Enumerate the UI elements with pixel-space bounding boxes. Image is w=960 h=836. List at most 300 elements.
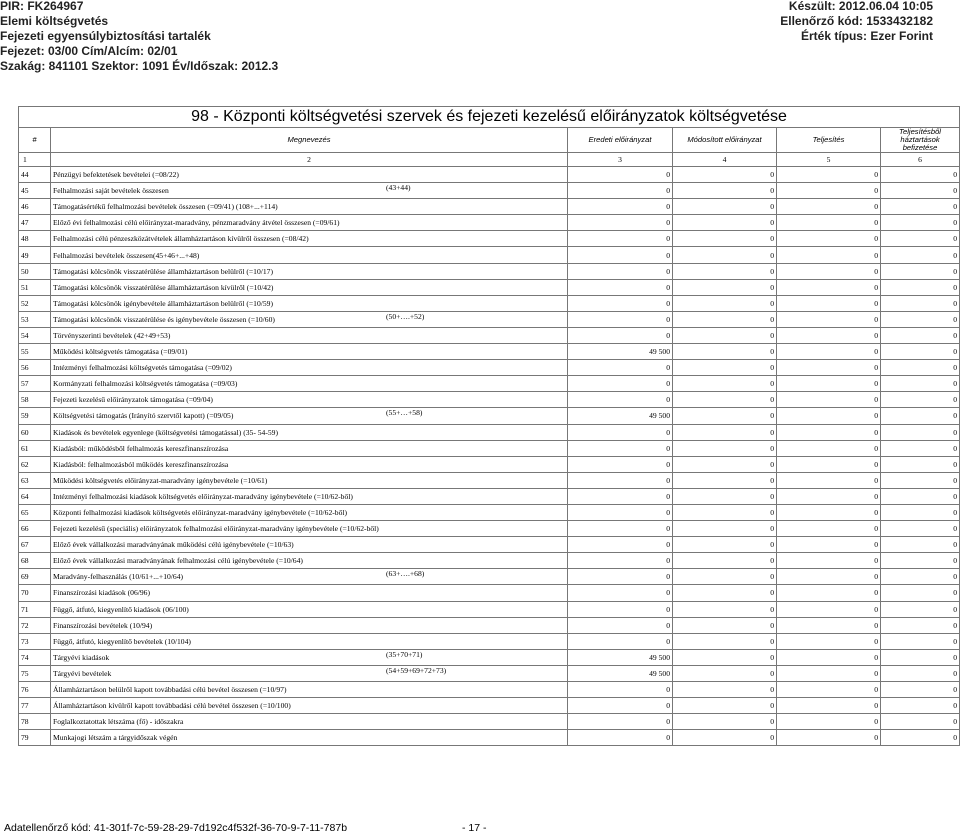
value-cell: 0 [881,585,960,601]
value-cell: 0 [881,247,960,263]
value-cell: 0 [673,601,777,617]
value-cell: 0 [673,311,777,327]
row-name-cell [51,424,568,440]
column-header-original: Eredeti előirányzat [568,128,673,153]
row-name-cell [51,472,568,488]
row-name: Intézményi felhalmozási költségvetés támogatása (=09/02) [53,363,232,373]
value-cell: 0 [881,456,960,472]
row-name-cell [51,488,568,504]
row-formula: (55+…+58) [386,408,423,418]
row-number: 70 [19,585,51,601]
value-cell: 0 [881,311,960,327]
value-cell: 0 [568,504,673,520]
table-row [19,698,960,714]
value-cell: 0 [881,730,960,746]
table-row [19,231,960,247]
table-row [19,408,960,424]
row-name-cell [51,167,568,183]
row-number: 60 [19,424,51,440]
value-cell: 0 [777,183,881,199]
value-cell: 0 [568,295,673,311]
value-cell: 0 [568,263,673,279]
footer-check-code: Adatellenőrző kód: 41-301f-7c-59-28-29-7d192c4f532f-36-70-9-7-11-787b [4,822,348,834]
row-formula: (35+70+71) [386,649,423,659]
row-name-cell [51,376,568,392]
value-cell: 0 [568,424,673,440]
row-name: Intézményi felhalmozási kiadások költségvetés előirányzat-maradvány igénybevétele (=10/62-ből) [53,491,353,501]
value-cell: 0 [881,665,960,681]
row-name: Felhalmozási saját bevételek összesen [53,186,169,196]
value-cell: 0 [777,263,881,279]
row-name-cell [51,311,568,327]
row-name: Államháztartáson belülről kapott továbbadási célú bevétel összesen (=10/97) [53,685,287,695]
value-cell: 0 [777,649,881,665]
row-name: Költségvetési támogatás (Irányító szervtől kapott) (=09/05) [53,411,234,421]
value-cell: 0 [673,682,777,698]
value-cell: 49 500 [568,665,673,681]
row-formula: (43+44) [386,183,411,193]
column-number: 6 [881,153,960,167]
value-cell: 0 [673,585,777,601]
table-row [19,601,960,617]
table-row [19,488,960,504]
row-name: Felhalmozási bevételek összesen(45+46+...+48) [53,250,200,260]
row-number: 79 [19,730,51,746]
value-cell: 0 [777,392,881,408]
value-cell: 0 [673,424,777,440]
row-name-cell [51,682,568,698]
value-cell: 0 [673,376,777,392]
row-formula: (54+59+69+72+73) [386,665,447,675]
row-name-cell [51,183,568,199]
column-header-modified: Módosított előirányzat [673,128,777,153]
row-number: 61 [19,440,51,456]
value-cell: 0 [673,537,777,553]
value-cell: 0 [881,215,960,231]
table-row [19,344,960,360]
row-name-cell [51,553,568,569]
value-cell: 0 [568,569,673,585]
row-name: Törvényszerinti bevételek (42+49+53) [53,330,171,340]
value-cell: 0 [881,553,960,569]
row-number: 72 [19,617,51,633]
value-cell: 0 [777,488,881,504]
row-name: Kormányzati felhalmozási költségvetés támogatása (=09/03) [53,379,238,389]
value-cell: 0 [673,553,777,569]
value-cell: 0 [673,569,777,585]
value-cell: 0 [881,360,960,376]
value-cell: 0 [881,392,960,408]
table-row [19,392,960,408]
row-name-cell [51,601,568,617]
row-name-cell [51,247,568,263]
row-name: Tárgyévi bevételek [53,668,112,678]
value-cell: 0 [881,601,960,617]
value-cell: 0 [881,521,960,537]
row-formula: (50+….+52) [386,311,425,321]
row-name: Fejezeti kezelésű előirányzatok támogatása (=09/04) [53,395,213,405]
value-cell: 0 [568,231,673,247]
table-row [19,199,960,215]
value-cell: 0 [673,263,777,279]
row-number: 73 [19,633,51,649]
value-cell: 0 [881,279,960,295]
row-number: 54 [19,327,51,343]
column-number: 5 [777,153,881,167]
table-row [19,633,960,649]
table-row [19,263,960,279]
value-cell: 0 [777,633,881,649]
row-name-cell [51,295,568,311]
row-number: 63 [19,472,51,488]
value-cell: 0 [673,488,777,504]
value-cell: 0 [673,440,777,456]
row-number: 55 [19,344,51,360]
value-cell: 0 [568,633,673,649]
page-number: - 17 - [462,822,487,834]
value-cell: 0 [777,247,881,263]
row-number: 48 [19,231,51,247]
value-cell: 0 [777,521,881,537]
sector-line: Szakág: 841101 Szektor: 1091 Év/Időszak: 2012.3 [0,59,279,73]
value-cell: 0 [568,311,673,327]
value-cell: 0 [673,617,777,633]
table-row [19,440,960,456]
value-cell: 0 [881,167,960,183]
row-name: Támogatási kölcsönök igénybevétele államháztartáson belülről (=10/59) [53,298,273,308]
row-number: 46 [19,199,51,215]
value-cell: 0 [881,440,960,456]
value-cell: 0 [881,424,960,440]
value-cell: 0 [568,585,673,601]
row-name: Támogatási kölcsönök visszatérülése és igénybevétele összesen (=10/60) [53,314,275,324]
row-name: Előző évek vállalkozási maradványának felhalmozási célú igénybevétele (=10/64) [53,556,303,566]
value-cell: 0 [673,295,777,311]
column-number: 4 [673,153,777,167]
row-name: Munkajogi létszám a tárgyidőszak végén [53,733,178,743]
row-name-cell [51,617,568,633]
value-cell: 0 [777,279,881,295]
row-formula: (63+….+68) [386,569,425,579]
value-cell: 0 [673,360,777,376]
value-cell: 0 [777,472,881,488]
value-cell: 0 [881,537,960,553]
row-number: 52 [19,295,51,311]
value-cell: 0 [777,537,881,553]
row-name: Működési költségvetés támogatása (=09/01) [53,347,188,357]
value-cell: 0 [881,633,960,649]
value-cell: 0 [568,392,673,408]
row-name: Működési költségvetés előirányzat-maradvány igénybevétele (=10/61) [53,475,268,485]
value-cell: 0 [777,344,881,360]
value-cell: 0 [673,183,777,199]
value-cell: 0 [673,408,777,424]
created-line: Készült: 2012.06.04 10:05 [788,0,933,13]
value-cell: 0 [881,617,960,633]
row-name: Központi felhalmozási kiadások költségvetés előirányzat-maradvány igénybevétele (=10/62-ből) [53,508,348,518]
value-cell: 0 [673,521,777,537]
row-number: 49 [19,247,51,263]
value-cell: 0 [881,714,960,730]
row-name-cell [51,344,568,360]
row-number: 62 [19,456,51,472]
table-row [19,537,960,553]
value-cell: 0 [568,537,673,553]
value-cell: 0 [568,730,673,746]
value-cell: 0 [568,247,673,263]
value-cell: 0 [673,730,777,746]
row-name: Előző évek vállalkozási maradványának működési célú igénybevétele (=10/63) [53,540,294,550]
table-row [19,247,960,263]
value-cell: 0 [777,408,881,424]
table-row [19,472,960,488]
institution-line: Fejezeti egyensúlybiztosítási tartalék [0,29,211,43]
row-number: 57 [19,376,51,392]
table-row [19,730,960,746]
value-cell: 0 [777,617,881,633]
value-cell: 0 [673,714,777,730]
value-cell: 0 [777,601,881,617]
value-cell: 0 [777,665,881,681]
value-cell: 0 [568,167,673,183]
value-cell: 0 [673,344,777,360]
value-cell: 0 [777,456,881,472]
value-cell: 0 [673,327,777,343]
row-number: 67 [19,537,51,553]
row-name-cell [51,231,568,247]
value-cell: 0 [881,344,960,360]
row-name-cell [51,440,568,456]
value-cell: 0 [568,617,673,633]
row-name-cell [51,633,568,649]
row-name-cell [51,408,568,424]
value-cell: 0 [673,456,777,472]
value-cell: 0 [881,327,960,343]
value-cell: 0 [568,698,673,714]
value-cell: 0 [777,553,881,569]
row-number: 44 [19,167,51,183]
row-name: Függő, átfutó, kiegyenlítő bevételek (10/104) [53,636,191,646]
row-name-cell [51,665,568,681]
value-cell: 0 [881,488,960,504]
row-number: 50 [19,263,51,279]
value-cell: 0 [881,376,960,392]
row-name: Támogatási kölcsönök visszatérülése államháztartáson belülről (=10/17) [53,266,274,276]
row-name: Finanszírozási kiadások (06/96) [53,588,151,598]
budget-table [18,106,960,746]
table-row [19,376,960,392]
row-name-cell [51,327,568,343]
value-cell: 0 [881,649,960,665]
value-cell: 0 [568,360,673,376]
column-number: 2 [51,153,568,167]
row-name-cell [51,360,568,376]
row-name-cell [51,730,568,746]
value-cell: 0 [568,199,673,215]
value-cell: 0 [673,199,777,215]
value-cell: 0 [881,472,960,488]
value-cell: 0 [568,553,673,569]
chapter-line: Fejezet: 03/00 Cím/Alcím: 02/01 [0,44,178,58]
row-name-cell [51,698,568,714]
table-row [19,521,960,537]
value-cell: 0 [881,231,960,247]
value-cell: 0 [568,376,673,392]
row-name-cell [51,456,568,472]
row-name-cell [51,521,568,537]
value-cell: 0 [777,295,881,311]
table-row [19,327,960,343]
value-cell: 0 [568,279,673,295]
table-row [19,585,960,601]
row-number: 69 [19,569,51,585]
table-row [19,665,960,681]
row-name: Kiadások és bevételek egyenlege (költségvetési támogatással) (35- 54-59) [53,427,278,437]
value-cell: 0 [568,714,673,730]
column-header-index: # [19,128,51,153]
row-name: Pénzügyi befektetések bevételei (=08/22) [53,170,179,180]
value-cell: 0 [568,183,673,199]
row-name-cell [51,569,568,585]
row-number: 45 [19,183,51,199]
table-row [19,504,960,520]
value-cell: 0 [777,360,881,376]
value-cell: 0 [777,376,881,392]
row-name: Felhalmozási célú pénzeszközátvételek államháztartáson kívülről összesen (=08/42) [53,234,309,244]
value-cell: 0 [673,215,777,231]
table-row [19,424,960,440]
row-number: 53 [19,311,51,327]
value-cell: 0 [881,569,960,585]
value-cell: 49 500 [568,408,673,424]
value-cell: 0 [673,665,777,681]
row-name-cell [51,392,568,408]
row-name: Támogatásértékű felhalmozási bevételek összesen (=09/41) (108+...+114) [53,202,278,212]
row-name: Fejezeti kezelésű (speciális) előirányzatok felhalmozási előirányzat-maradvány igénybevétele (=10/62-ből) [53,524,379,534]
column-header-name: Megnevezés [51,128,568,153]
value-cell: 0 [881,183,960,199]
value-cell: 0 [881,682,960,698]
table-row [19,183,960,199]
row-number: 59 [19,408,51,424]
value-cell: 0 [777,440,881,456]
value-cell: 0 [568,601,673,617]
row-name-cell [51,504,568,520]
value-cell: 0 [673,392,777,408]
row-name-cell [51,649,568,665]
value-cell: 0 [673,247,777,263]
row-name-cell [51,714,568,730]
value-cell: 0 [777,231,881,247]
row-number: 78 [19,714,51,730]
table-row [19,569,960,585]
row-name-cell [51,585,568,601]
row-name-cell [51,279,568,295]
column-header-household: Teljesítésből háztartások befizetése [881,128,960,153]
value-cell: 0 [881,263,960,279]
row-number: 47 [19,215,51,231]
value-cell: 0 [673,279,777,295]
row-name-cell [51,263,568,279]
value-cell: 0 [673,167,777,183]
row-name-cell [51,215,568,231]
value-cell: 0 [777,327,881,343]
row-number: 65 [19,504,51,520]
value-cell: 0 [673,472,777,488]
row-number: 71 [19,601,51,617]
value-cell: 0 [777,682,881,698]
value-cell: 0 [881,295,960,311]
value-cell: 49 500 [568,344,673,360]
value-cell: 0 [777,714,881,730]
report-type-line: Elemi költségvetés [0,14,109,28]
table-row [19,295,960,311]
row-number: 56 [19,360,51,376]
value-cell: 0 [777,167,881,183]
value-cell: 0 [777,698,881,714]
row-name-cell [51,537,568,553]
value-cell: 0 [881,408,960,424]
value-cell: 0 [881,698,960,714]
report-header-right [780,0,933,44]
value-cell: 0 [673,633,777,649]
value-cell: 0 [777,424,881,440]
table-row [19,553,960,569]
value-cell: 0 [777,199,881,215]
report-header-left [0,0,278,74]
table-row [19,215,960,231]
row-name: Kiadásból: működésből felhalmozás kereszfinanszírozása [53,443,229,453]
row-number: 77 [19,698,51,714]
table-title: 98 - Központi költségvetési szervek és fejezeti kezelésű előirányzatok költségvetése [19,107,960,128]
row-name: Tárgyévi kiadások [53,652,110,662]
value-cell: 0 [777,215,881,231]
value-cell: 0 [777,730,881,746]
value-cell: 0 [777,585,881,601]
value-cell: 49 500 [568,649,673,665]
value-cell: 0 [568,327,673,343]
row-name: Függő, átfutó, kiegyenlítő kiadások (06/100) [53,604,189,614]
column-number: 3 [568,153,673,167]
row-name: Finanszírozási bevételek (10/94) [53,620,153,630]
row-name: Maradvány-felhasználás (10/61+...+10/64) [53,572,184,582]
check-code-line: Ellenőrző kód: 1533432182 [780,14,933,28]
row-number: 51 [19,279,51,295]
column-header-performance: Teljesítés [777,128,881,153]
table-row [19,279,960,295]
row-name: Előző évi felhalmozási célú előirányzat-maradvány, pénzmaradvány átvétel összesen (=09/61) [53,218,340,228]
pir-line: PIR: FK264967 [0,0,84,13]
row-number: 74 [19,649,51,665]
value-cell: 0 [777,504,881,520]
value-cell: 0 [673,231,777,247]
row-number: 68 [19,553,51,569]
table-row [19,649,960,665]
table-body [19,167,960,746]
value-cell: 0 [568,472,673,488]
value-cell: 0 [881,199,960,215]
row-number: 58 [19,392,51,408]
value-cell: 0 [777,569,881,585]
table-row [19,682,960,698]
row-number: 64 [19,488,51,504]
row-name: Támogatási kölcsönök visszatérülése államháztartáson kívülről (=10/42) [53,282,274,292]
value-cell: 0 [777,311,881,327]
table-row [19,360,960,376]
value-cell: 0 [568,456,673,472]
row-number: 76 [19,682,51,698]
value-cell: 0 [881,504,960,520]
